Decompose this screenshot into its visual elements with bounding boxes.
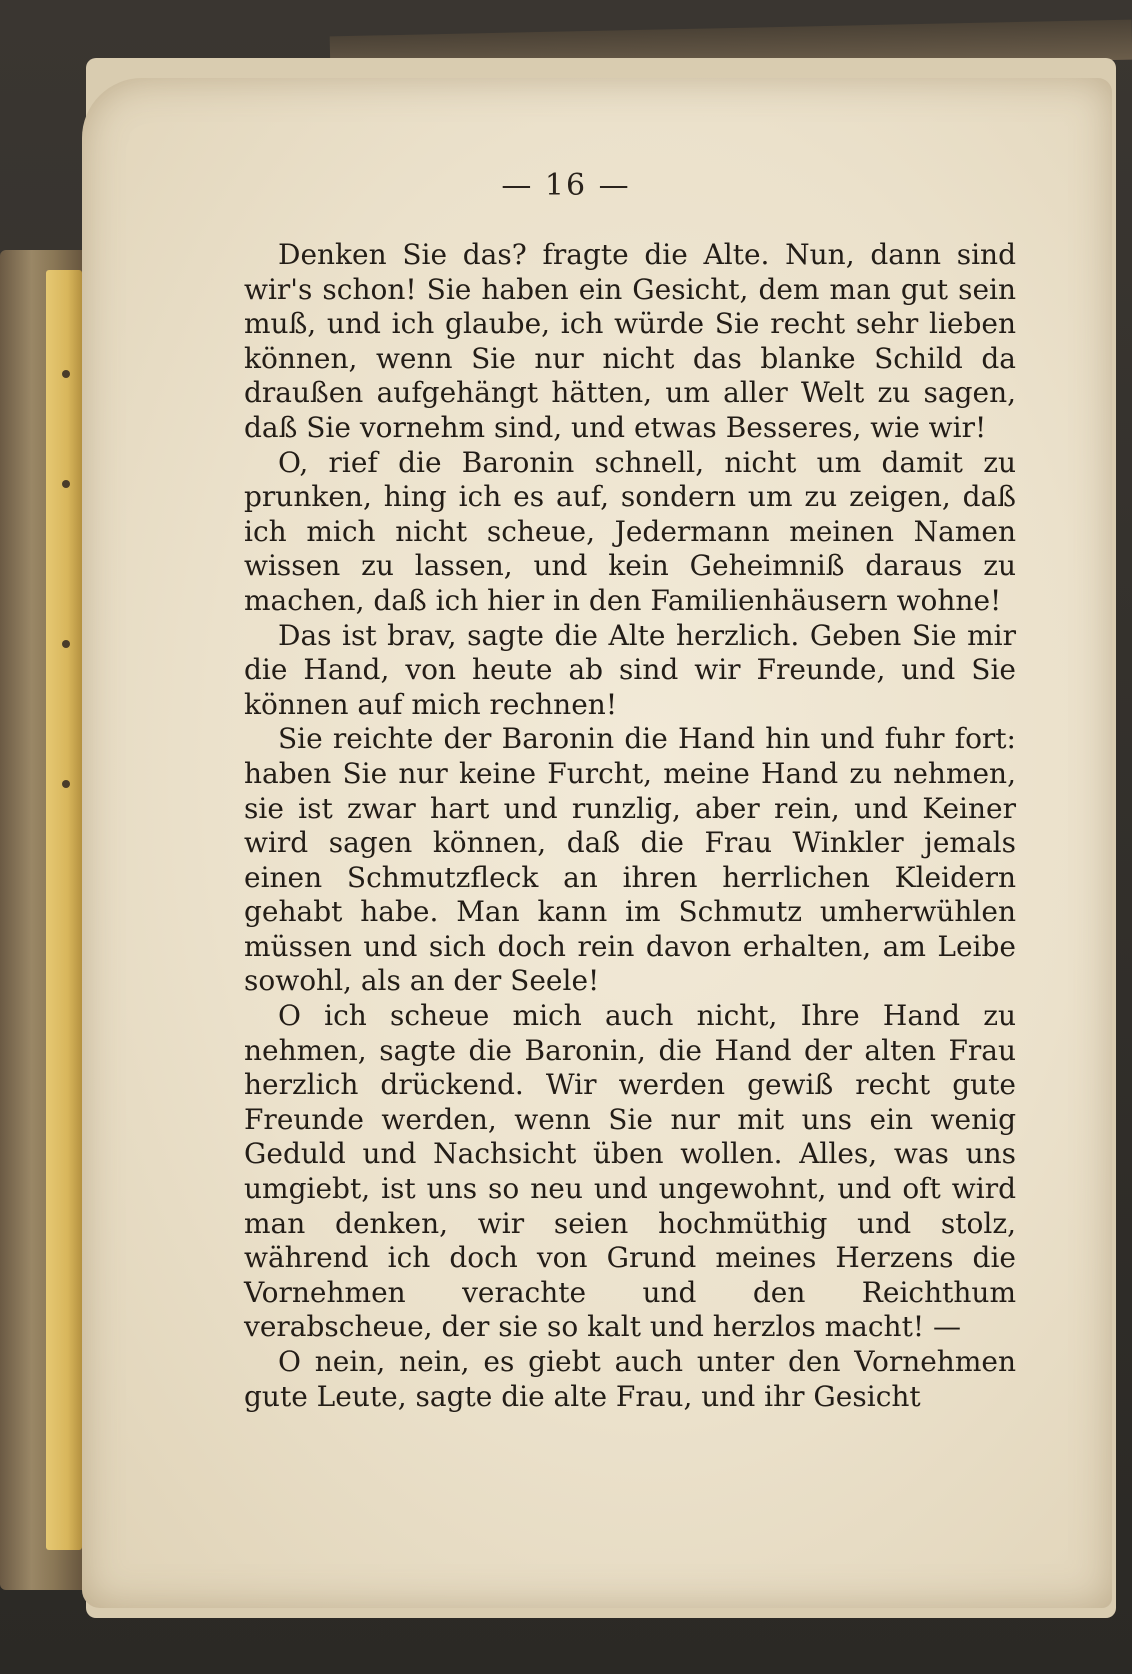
spine-ornament-icon	[62, 370, 70, 378]
page-body-text	[244, 238, 1016, 1414]
paragraph: O ich scheue mich auch nicht, Ihre Hand zu nehmen, sagte die Baronin, die Hand der alten Frau herzlich drückend. Wir werden gewiß recht gute Freunde werden, wenn Sie nur mit uns ein wenig Geduld und Nachsicht üben wollen. Alles, was uns umgiebt, ist uns so neu und ungewohnt, und oft wird man denken, wir seien hochmüthig und stolz, während ich doch von Grund meines Herzens die Vornehmen verachte und den Reichthum verabscheue, der sie so kalt und herzlos macht! —	[244, 999, 1016, 1344]
paragraph: O, rief die Baronin schnell, nicht um damit zu prunken, hing ich es auf, sondern um zu zeigen, daß ich mich nicht scheue, Jedermann meinen Namen wissen zu lassen, und kein Geheimniß daraus zu machen, daß ich hier in den Familienhäusern wohne!	[244, 445, 1016, 617]
spine-gilt-strip	[46, 270, 82, 1550]
paragraph: O nein, nein, es giebt auch unter den Vornehmen gute Leute, sagte die alte Frau, und ihr Gesicht	[244, 1345, 1016, 1413]
spine-ornament-icon	[62, 480, 70, 488]
spine-ornament-icon	[62, 640, 70, 648]
spine-ornament-icon	[62, 780, 70, 788]
paragraph: Das ist brav, sagte die Alte herzlich. Geben Sie mir die Hand, von heute ab sind wir Freunde, und Sie können auf mich rechnen!	[244, 618, 1016, 721]
page-number: — 16 —	[501, 168, 631, 203]
paragraph: Denken Sie das? fragte die Alte. Nun, dann sind wir's schon! Sie haben ein Gesicht, dem man gut sein muß, und ich glaube, ich würde Sie recht sehr lieben können, wenn Sie nur nicht das blanke Schild da draußen aufgehängt hätten, um aller Welt zu sagen, daß Sie vornehm sind, und etwas Besseres, wie wir!	[244, 238, 1016, 444]
paragraph: Sie reichte der Baronin die Hand hin und fuhr fort: haben Sie nur keine Furcht, meine Hand zu nehmen, sie ist zwar hart und runzlig, aber rein, und Keiner wird sagen können, daß die Frau Winkler jemals einen Schmutzfleck an ihren herrlichen Kleidern gehabt habe. Man kann im Schmutz umherwühlen müssen und sich doch rein davon erhalten, am Leibe sowohl, als an der Seele!	[244, 722, 1016, 998]
